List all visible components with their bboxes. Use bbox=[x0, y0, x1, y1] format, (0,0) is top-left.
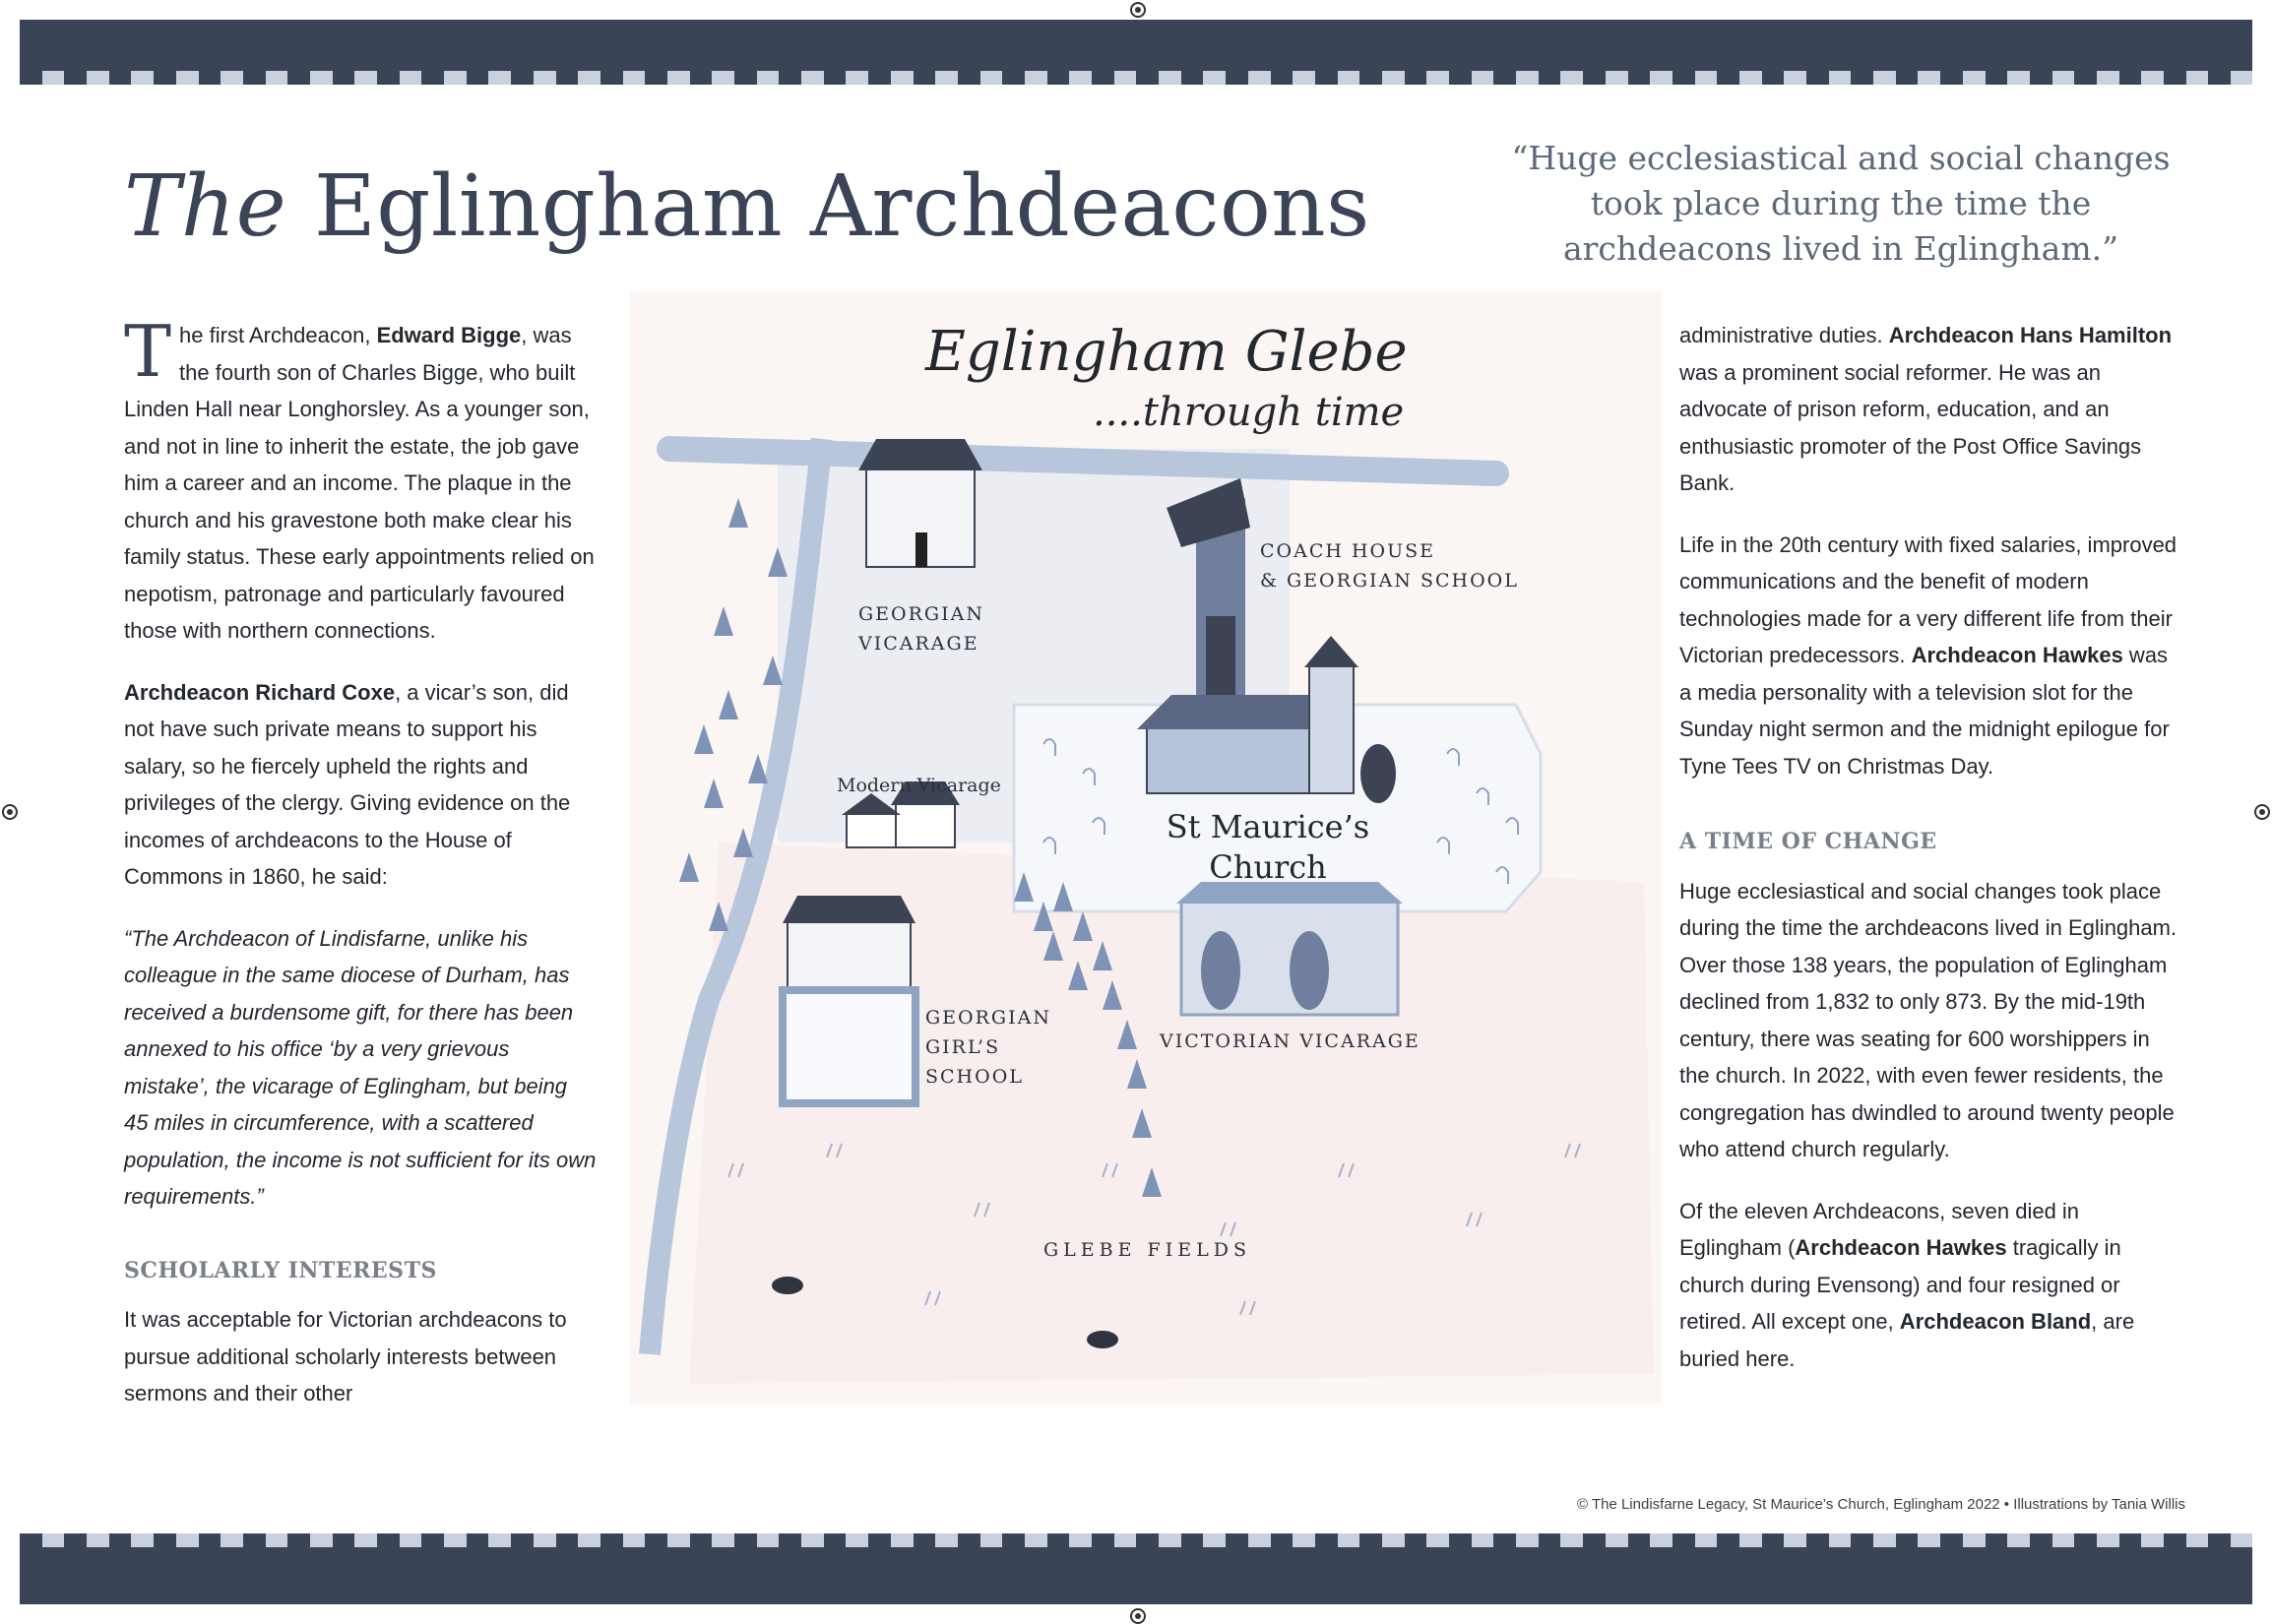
name-hawkes-2: Archdeacon Hawkes bbox=[1795, 1235, 2007, 1260]
map-title-line-1: Eglingham Glebe bbox=[925, 320, 1408, 384]
text-run: tragically in church during Evensong) and four resigned or retired. All except one, bbox=[1679, 1235, 2121, 1334]
title-italic: The bbox=[124, 157, 287, 256]
registration-mark-left bbox=[2, 804, 18, 820]
top-check-border bbox=[20, 71, 2252, 85]
left-paragraph-3: It was acceptable for Victorian archdeacons to pursue additional scholarly interests between sermons and their other bbox=[124, 1307, 567, 1405]
right-paragraph-4 bbox=[1679, 1193, 2181, 1378]
top-band bbox=[20, 20, 2252, 71]
label-georgian-school: & GEORGIAN SCHOOL bbox=[1260, 570, 1519, 592]
title-main: Eglingham Archdeacons bbox=[314, 157, 1370, 256]
right-column bbox=[1679, 317, 2181, 1402]
drop-cap: T bbox=[124, 310, 172, 393]
text-run: was a media personality with a television slot for the Sunday night sermon and the midnight epilogue for Tyne Tees TV on Christmas Day. bbox=[1679, 643, 2170, 779]
registration-mark-right bbox=[2254, 804, 2270, 820]
name-hawkes: Archdeacon Hawkes bbox=[1911, 643, 2123, 667]
label-church: Church bbox=[1209, 848, 1327, 886]
label-georgian: GEORGIAN bbox=[858, 603, 984, 625]
bottom-band bbox=[20, 1547, 2252, 1604]
right-paragraph-2 bbox=[1679, 527, 2181, 785]
label-st-maurices: St Maurice’s bbox=[1166, 808, 1370, 845]
georgian-vicarage-building bbox=[858, 439, 982, 567]
map-title-line-2: ....through time bbox=[1093, 390, 1405, 435]
label-school: SCHOOL bbox=[925, 1066, 1024, 1088]
label-glebe-fields: GLEBE FIELDS bbox=[1043, 1239, 1251, 1261]
name-bland: Archdeacon Bland bbox=[1899, 1309, 2092, 1334]
text-run: was a prominent social reformer. He was an advocate of prison reform, education, and an enthusiastic promoter of the Post Office Savings Bank. bbox=[1679, 359, 2142, 495]
name-edward-bigge: Edward Bigge bbox=[376, 323, 522, 347]
right-paragraph-3: Huge ecclesiastical and social changes took place during the time the archdeacons lived in Eglingham. Over those 138 years, the population of Eglingham declined from 1,832 to only 873. By the mid-19th century, there was seating for 600 worshippers in the church. In 2022, with even fewer residents, the congregation has dwindled to around twenty people who attend church regularly. bbox=[1679, 878, 2177, 1161]
name-richard-coxe: Archdeacon Richard Coxe bbox=[124, 679, 396, 705]
label-georgian-2: GEORGIAN bbox=[925, 1007, 1051, 1029]
text-run: administrative duties. bbox=[1679, 323, 1889, 347]
label-modern-vicarage: Modern Vicarage bbox=[837, 775, 1001, 796]
text-run: , are buried here. bbox=[1679, 1309, 2135, 1371]
registration-mark-bottom bbox=[1130, 1608, 1146, 1624]
poster-panel bbox=[20, 20, 2252, 1604]
text-run: Life in the 20th century with fixed salaries, improved communications and the benefit of modern technologies made for a very different life from their Victorian predecessors. bbox=[1679, 531, 2177, 667]
text-run: , was the fourth son of Charles Bigge, who built Linden Hall near Longhorsley. As a younger son, and not in line to inherit the estate, the job gave him a career and an income. The plaque in the church and his gravestone both make clear his family status. These early appointments relied on nepotism, patronage and particularly favoured those with northern connections. bbox=[124, 323, 595, 643]
right-paragraph-1 bbox=[1679, 317, 2181, 502]
victorian-vicarage-building bbox=[1176, 882, 1403, 1015]
label-coach-house: COACH HOUSE bbox=[1260, 540, 1436, 562]
text-run: Of the eleven Archdeacons, seven died in Eglingham ( bbox=[1679, 1198, 2080, 1260]
girls-school-building bbox=[783, 896, 915, 1103]
label-vicarage: VICARAGE bbox=[858, 633, 979, 655]
subheading-scholarly-interests: SCHOLARLY INTERESTS bbox=[124, 1257, 437, 1283]
glebe-map-illustration bbox=[630, 291, 1662, 1404]
left-column bbox=[124, 310, 597, 1437]
left-paragraph-2 bbox=[124, 674, 597, 896]
text-run: , a vicar’s son, did not have such private means to support his salary, so he fiercely upheld the rights and privileges of the clergy. Giving evidence on the incomes of archdeacons to the House of Commons in 1860, he said: bbox=[124, 679, 571, 889]
registration-mark-top bbox=[1130, 2, 1146, 18]
bottom-check-border bbox=[20, 1533, 2252, 1547]
subheading-time-of-change: A TIME OF CHANGE bbox=[1679, 829, 1937, 854]
text-run: he first Archdeacon, bbox=[179, 323, 377, 347]
page-title bbox=[124, 157, 1370, 256]
map-svg bbox=[630, 291, 1662, 1404]
pull-quote: “Huge ecclesiastical and social changes took place during the time the archdeacons lived in Eglingham.” bbox=[1511, 139, 2171, 268]
label-girls: GIRL’S bbox=[925, 1036, 1001, 1058]
label-victorian-vicarage: VICTORIAN VICARAGE bbox=[1160, 1031, 1420, 1052]
left-paragraph-1 bbox=[124, 310, 597, 650]
name-hans-hamilton: Archdeacon Hans Hamilton bbox=[1888, 323, 2173, 347]
coxe-quote: “The Archdeacon of Lindisfarne, unlike his colleague in the same diocese of Durham, has received a burdensome gift, for there has been annexed to his office ‘by a very grievous mistake’, the vicarage of Eglingham, but being 45 miles in circumference, with a scattered population, the income is not sufficient for its own requirements.” bbox=[124, 925, 597, 1209]
footer-credit: © The Lindisfarne Legacy, St Maurice’s Church, Eglingham 2022 • Illustrations by Tania Willis bbox=[1577, 1496, 2185, 1513]
